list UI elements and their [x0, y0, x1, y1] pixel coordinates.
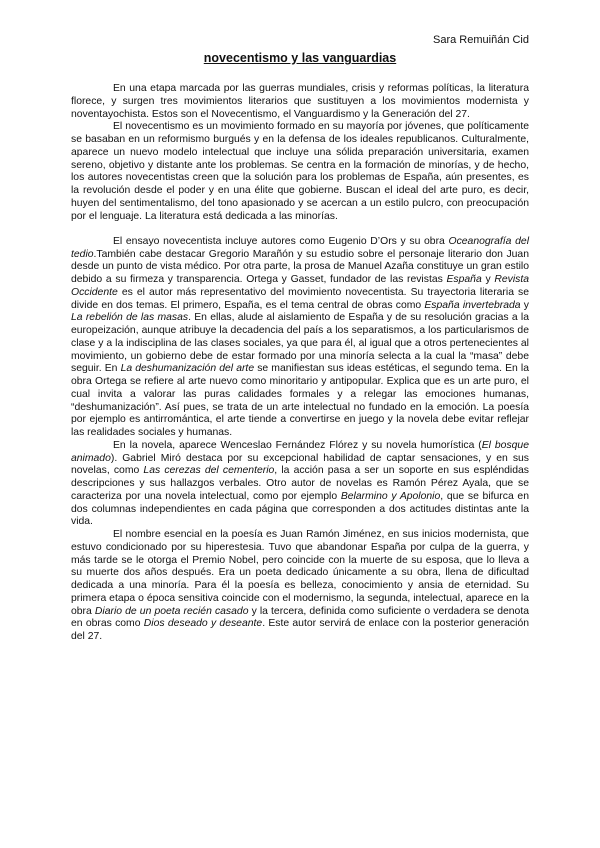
text-run: . En ellas, alude al aislamiento de España y de su resolución gracias a la europeización, aunque atribuye la decadencia del país a los separatismos, a los particularismos de clase y a la indisciplina de las clases sociales, ya que para él, al igual que a otros pertenecientes al movimiento, un gobierno debe de estar formado por una minoría selecta a la cual la “masa” debe seguir. En: [71, 312, 529, 375]
text-run: En una etapa marcada por las guerras mundiales, crisis y reformas políticas, la literatura florece, y surgen tres movimientos literarios que sustituyen a los movimientos modernista y noventayochista. Estos son el Novecentismo, el Vanguardismo y la Generación del 27.: [71, 83, 529, 120]
text-run: En la novela, aparece Wenceslao Fernández Flórez y su novela humorística (: [113, 439, 482, 451]
italic-title: Dios deseado y deseante: [143, 618, 263, 630]
paragraph: [71, 440, 529, 529]
text-run: es el autor más representativo del movimiento novecentista. Su trayectoria literaria se divide en dos temas. El primero, España, es el tema central de obras como: [71, 286, 529, 311]
italic-title: El bosque animado: [71, 439, 529, 464]
italic-title: La deshumanización del arte: [120, 363, 255, 375]
paragraph: [71, 236, 529, 440]
text-run: , la acción pasa a ser un soporte en sus espléndidas descripciones y sus hallazgos verbales. Otro autor de novelas es Ramón Pérez Ayala, que se caracteriza por una novela intelectual, como por ejemplo: [71, 465, 529, 502]
document-title: novecentismo y las vanguardias: [203, 51, 397, 65]
text-run: ). Gabriel Miró destaca por su excepcional habilidad de captar sensaciones, y en sus novelas, como: [71, 452, 529, 477]
italic-title: Las cerezas del cementerio: [143, 465, 275, 477]
text-run: El ensayo novecentista incluye autores como Eugenio D’Ors y su obra: [113, 235, 449, 247]
text-run: El novecentismo es un movimiento formado en su mayoría por jóvenes, que políticamente se basaban en un reformismo burgués y en la defensa de los ideales republicanos. Culturalmente, aparece un nuevo modelo intelectual que incluye una sólida preparación universitaria, examen sereno, objetivo y distante ante los problemas. Se centra en la formación de minorías, y de hecho, los autores novecentistas creen que la solución para los problemas de España, aún presentes, es la revolución desde el poder y en una élite que gobierne. Buscan el ideal del arte puro, es decir, huyen del sentimentalismo, del tono apasionado y se acercan a un estilo pulcro, con preocupación por el lenguaje. La literatura está dedicada a las minorías.: [71, 121, 529, 222]
italic-title: Diario de un poeta recién casado: [94, 605, 249, 617]
text-run: , que se bifurca en dos columnas independientes en cada página que corresponden a dos actitudes distintas ante la vida.: [71, 490, 529, 528]
italic-title: La rebelión de las masas: [71, 312, 189, 324]
text-run: y la tercera, definida como suficiente o verdadera se denota en obras como: [71, 605, 529, 630]
text-run: y: [481, 274, 495, 285]
document-body: [71, 83, 529, 644]
text-run: se manifiestan sus ideas estéticas, el segundo tema. En la obra Ortega se refiere al arte nuevo como minoritario y antipopular. Explica que es un arte puro, el cual invita a valorar las puras calidades formales y a relegar las emociones humanas, “deshumanización”. Así pues, se trata de un arte intelectual no fundado en la emoción. La poesía por ejemplo es antirromántica, el arte tiende a convertirse en juego y la novela debe evitar reflejar las realidades sociales y humanas.: [71, 363, 529, 438]
text-run: y: [520, 299, 529, 311]
paragraph: [71, 121, 529, 223]
paragraph: [71, 83, 529, 121]
author-name: Sara Remuiñán Cid: [433, 34, 529, 46]
italic-title: Revista Occidente: [71, 274, 529, 298]
italic-title: Belarmino y Apolonio: [340, 490, 441, 502]
text-run: .También cabe destacar Gregorio Marañón y su estudio sobre el personaje literario don Juan desde un punto de vista médico. Por otra parte, la prosa de Manuel Azaña constituye un gran estilo debido a su firmeza y transparencia. Ortega y Gasset, fundador de las revistas: [71, 248, 529, 285]
italic-title: España invertebrada: [424, 299, 521, 311]
italic-title: España: [446, 274, 482, 285]
italic-title: Oceanografía del tedio: [71, 235, 529, 260]
text-run: El nombre esencial en la poesía es Juan Ramón Jiménez, en sus inicios modernista, que estuvo condicionado por su hiperestesia. Tuvo que abandonar España por culpa de la guerra, y más tarde se le otorga el Premio Nobel, pero coincide con la muerte de su esposa, que lo lleva a su muerte dos años después. Era un poeta dedicado únicamente a su obra, llena de dificultad dedicada a una minoría. Para él la poesía es belleza, conocimiento y ansia de eternidad. Su primera etapa o época sensitiva coincide con el modernismo, la segunda, intelectual, aparece en la obra: [71, 529, 529, 617]
text-run: . Este autor servirá de enlace con la posterior generación del 27.: [71, 618, 529, 642]
paragraph: [71, 529, 529, 644]
